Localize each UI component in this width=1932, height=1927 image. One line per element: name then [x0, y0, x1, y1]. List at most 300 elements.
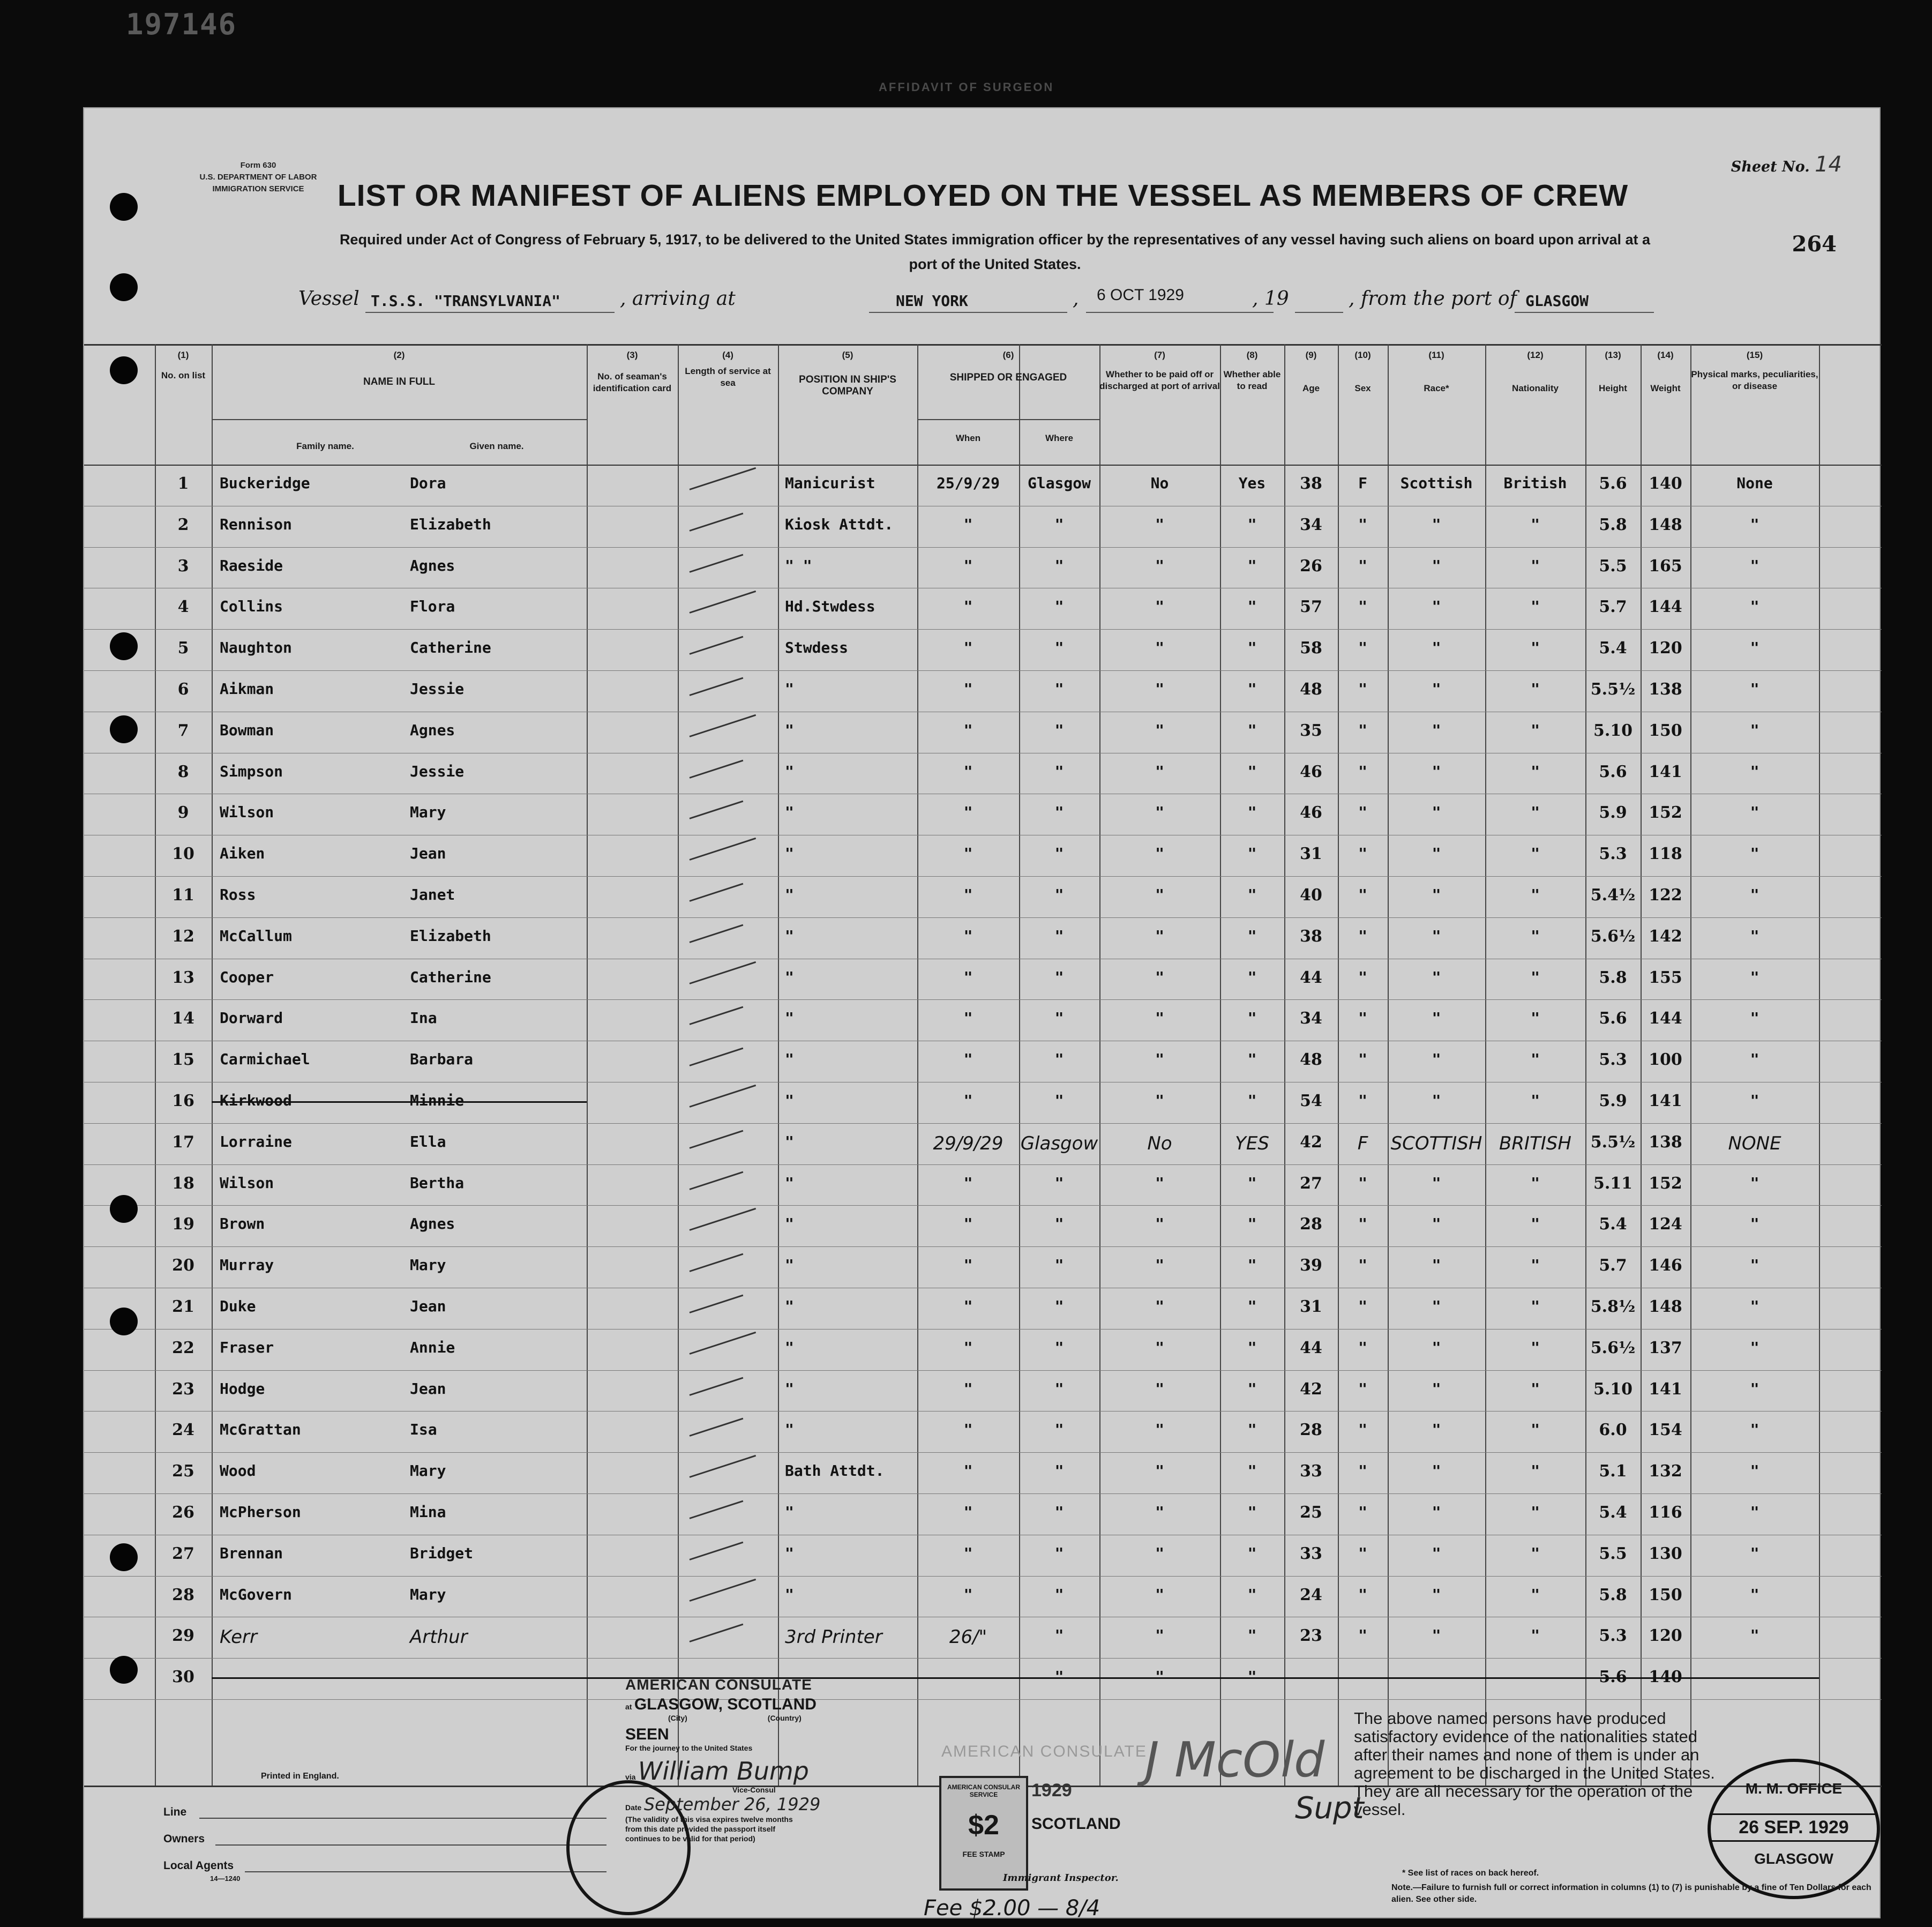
- cell-no: 11: [172, 886, 194, 905]
- cell-age: 46: [1300, 803, 1322, 823]
- cell-sex: ": [1358, 803, 1367, 821]
- consulate-header: AMERICAN CONSULATE: [625, 1676, 812, 1693]
- cell-nationality: ": [1531, 639, 1540, 657]
- cell-age: 28: [1300, 1421, 1322, 1440]
- cell-position: ": [785, 1421, 794, 1439]
- cell-when: ": [963, 1297, 973, 1315]
- cell-nationality: ": [1531, 1174, 1540, 1192]
- cell-given: Bertha: [410, 1174, 465, 1192]
- cell-weight: 148: [1649, 1297, 1682, 1316]
- cell-where: ": [1054, 639, 1064, 657]
- cell-when: ": [963, 1050, 973, 1069]
- cell-age: 27: [1300, 1174, 1322, 1193]
- cell-nationality: ": [1531, 1297, 1540, 1315]
- cell-weight: 124: [1649, 1215, 1682, 1234]
- cell-where: ": [1054, 721, 1064, 739]
- cell-when: ": [963, 1503, 973, 1521]
- cell-where: ": [1054, 1215, 1064, 1233]
- cell-marks: ": [1750, 1421, 1759, 1439]
- cell-family: Carmichael: [220, 1050, 310, 1069]
- check-mark: [690, 1418, 744, 1437]
- crew-table: [84, 344, 1882, 1786]
- cell-paid: ": [1155, 845, 1164, 863]
- check-mark: [690, 591, 757, 614]
- row-rule: [84, 547, 1882, 548]
- cell-sex: ": [1358, 762, 1367, 780]
- check-mark: [690, 1208, 757, 1231]
- form-service: IMMIGRATION SERVICE: [212, 184, 304, 193]
- cell-sex: ": [1358, 1544, 1367, 1562]
- cell-where: ": [1054, 1421, 1064, 1439]
- cell-read: ": [1247, 1462, 1257, 1480]
- cell-sex: ": [1358, 680, 1367, 698]
- cell-nationality: ": [1531, 1544, 1540, 1562]
- cell-height: 5.6: [1599, 1009, 1627, 1028]
- cell-race: ": [1432, 1174, 1441, 1192]
- cell-given: Dora: [410, 474, 446, 492]
- cell-nationality: ": [1531, 1503, 1540, 1521]
- row-rule: [84, 1658, 1882, 1659]
- cell-paid: ": [1155, 1256, 1164, 1274]
- cell-given: Agnes: [410, 721, 455, 739]
- sheet-value: 14: [1815, 152, 1842, 177]
- cell-given: Jean: [410, 1297, 446, 1315]
- cell-where: ": [1054, 597, 1064, 616]
- cell-position: ": [785, 1297, 794, 1315]
- cell-age: 46: [1300, 762, 1322, 781]
- col4-header: (4) Length of service at sea: [685, 350, 771, 388]
- cell-weight: 140: [1649, 1668, 1682, 1687]
- cell-age: 42: [1300, 1379, 1322, 1399]
- cell-sex: ": [1358, 886, 1367, 903]
- cell-position: Bath Attdt.: [785, 1462, 885, 1480]
- cell-paid: ": [1155, 1421, 1164, 1439]
- col6-header: (6) SHIPPED OR ENGAGED: [949, 350, 1067, 383]
- cell-read: ": [1247, 1174, 1257, 1192]
- cell-paid: ": [1155, 1092, 1164, 1109]
- cell-given: Mary: [410, 1585, 446, 1603]
- fee-note: Fee $2.00 — 8/4: [924, 1896, 1100, 1921]
- cell-nationality: ": [1531, 1215, 1540, 1233]
- cell-given: Agnes: [410, 1215, 455, 1233]
- row-rule: [84, 999, 1882, 1000]
- cell-paid: ": [1155, 1503, 1164, 1521]
- manifest-subtitle: Required under Act of Congress of February 5, 1917, to be delivered to the United States immigration officer by the representatives of any vessel having such aliens on board upon arrival at a port of the United States.: [339, 231, 1651, 272]
- check-mark: [690, 512, 744, 531]
- row-rule: [84, 1576, 1882, 1577]
- cell-sex: ": [1358, 1421, 1367, 1439]
- cell-height: 5.5½: [1590, 680, 1636, 699]
- cell-read: Yes: [1238, 474, 1266, 492]
- consulate-header-2: AMERICAN CONSULATE: [941, 1743, 1147, 1760]
- cell-age: 48: [1300, 680, 1322, 699]
- cell-race: SCOTTISH: [1390, 1132, 1482, 1154]
- cell-sex: ": [1358, 1009, 1367, 1027]
- cell-age: 26: [1300, 556, 1322, 576]
- cell-position: " ": [785, 556, 812, 574]
- cell-nationality: British: [1503, 474, 1567, 492]
- cell-sex: ": [1358, 1585, 1367, 1603]
- cell-given: Mary: [410, 1256, 446, 1274]
- check-mark: [690, 1332, 757, 1355]
- cell-when: ": [963, 762, 973, 780]
- cell-race: ": [1432, 845, 1441, 863]
- printed-in-england: Printed in England.: [261, 1772, 339, 1781]
- cell-position: ": [785, 1009, 794, 1027]
- cell-when: ": [963, 1421, 973, 1439]
- cell-race: ": [1432, 1215, 1441, 1233]
- cell-when: ": [963, 927, 973, 945]
- cell-position: ": [785, 1338, 794, 1356]
- cell-no: 3: [177, 556, 189, 576]
- cell-height: 5.4½: [1590, 886, 1636, 905]
- cell-nationality: ": [1531, 1009, 1540, 1027]
- cell-race: ": [1432, 927, 1441, 945]
- cell-read: ": [1247, 1297, 1257, 1315]
- cell-nationality: ": [1531, 1050, 1540, 1069]
- cell-position: Kiosk Attdt.: [785, 515, 894, 533]
- sheet-number: [1731, 152, 1842, 177]
- cell-where: ": [1054, 1626, 1064, 1645]
- cell-age: 44: [1300, 1338, 1322, 1357]
- cell-position: ": [785, 1585, 794, 1603]
- cell-marks: ": [1750, 680, 1759, 698]
- owners-label: Owners: [163, 1833, 205, 1845]
- row-rule: [84, 1370, 1882, 1371]
- nationality-statement: The above named persons have produced satisfactory evidence of the nationalities stated after their names and none of them is under an agreement to be discharged in the United States. They are all necessary for the operation of the vessel.: [1354, 1709, 1715, 1819]
- cell-where: ": [1054, 1297, 1064, 1315]
- cell-sex: ": [1358, 1626, 1367, 1645]
- cell-family: Duke: [220, 1297, 256, 1315]
- check-mark: [690, 714, 757, 737]
- check-mark: [690, 467, 757, 490]
- check-mark: [690, 636, 744, 655]
- cell-race: ": [1432, 762, 1441, 780]
- check-mark: [690, 1253, 744, 1272]
- cell-no: 15: [172, 1050, 194, 1070]
- cell-age: 31: [1300, 845, 1322, 864]
- cell-position: ": [785, 886, 794, 903]
- col5-header: (5) POSITION IN SHIP'S COMPANY: [799, 350, 896, 397]
- cell-marks: ": [1750, 515, 1759, 533]
- cell-where: Glasgow: [1027, 474, 1091, 492]
- cell-position: ": [785, 803, 794, 821]
- cell-height: 5.10: [1593, 1379, 1633, 1399]
- cell-given: Minnie: [410, 1092, 465, 1109]
- cell-paid: ": [1155, 1379, 1164, 1398]
- cell-family: Rennison: [220, 515, 292, 533]
- cell-where: ": [1054, 1585, 1064, 1603]
- cell-read: ": [1247, 1215, 1257, 1233]
- cell-family: Kerr: [220, 1626, 257, 1648]
- cell-no: 17: [172, 1132, 194, 1152]
- cell-age: 25: [1300, 1503, 1322, 1522]
- cell-marks: ": [1750, 721, 1759, 739]
- cell-race: ": [1432, 1379, 1441, 1398]
- cell-sex: F: [1357, 1132, 1368, 1154]
- cell-marks: None: [1736, 474, 1773, 492]
- seen-label: SEEN: [625, 1726, 669, 1743]
- cell-family: Wilson: [220, 803, 274, 821]
- vessel-name: T.S.S. "TRANSYLVANIA": [371, 292, 561, 310]
- cell-age: 48: [1300, 1050, 1322, 1070]
- check-mark: [690, 1624, 744, 1642]
- check-mark: [690, 1455, 757, 1478]
- cell-given: Catherine: [410, 639, 491, 657]
- cell-sex: ": [1358, 639, 1367, 657]
- cell-read: ": [1247, 927, 1257, 945]
- cell-marks: ": [1750, 762, 1759, 780]
- cell-race: ": [1432, 1338, 1441, 1356]
- cell-when: ": [963, 1092, 973, 1109]
- cell-age: 44: [1300, 968, 1322, 987]
- cell-family: Brown: [220, 1215, 265, 1233]
- cell-when: ": [963, 968, 973, 986]
- cell-sex: ": [1358, 1215, 1367, 1233]
- cell-where: ": [1054, 1379, 1064, 1398]
- local-agents-code: 14—1240: [210, 1874, 241, 1883]
- cell-family: Aiken: [220, 845, 265, 863]
- check-mark: [690, 554, 744, 572]
- cell-race: ": [1432, 968, 1441, 986]
- cell-weight: 120: [1649, 1626, 1682, 1646]
- cell-given: Ella: [410, 1132, 446, 1151]
- cell-marks: ": [1750, 1174, 1759, 1192]
- cell-race: ": [1432, 1256, 1441, 1274]
- cell-given: Mary: [410, 1462, 446, 1480]
- cell-family: Hodge: [220, 1379, 265, 1398]
- cell-read: ": [1247, 1503, 1257, 1521]
- cell-read: ": [1247, 515, 1257, 533]
- check-mark: [690, 759, 744, 778]
- cell-when: ": [963, 1462, 973, 1480]
- cell-weight: 152: [1649, 803, 1682, 823]
- cell-race: ": [1432, 639, 1441, 657]
- cell-given: Elizabeth: [410, 515, 491, 533]
- cell-no: 25: [172, 1462, 194, 1481]
- cell-given: Isa: [410, 1421, 437, 1439]
- cell-paid: ": [1155, 597, 1164, 616]
- cell-when: ": [963, 680, 973, 698]
- cell-weight: 138: [1649, 680, 1682, 699]
- cell-when: 26/": [949, 1626, 987, 1648]
- cell-family: Wilson: [220, 1174, 274, 1192]
- cell-race: ": [1432, 721, 1441, 739]
- cell-read: ": [1247, 762, 1257, 780]
- cell-no: 5: [177, 639, 189, 658]
- cell-age: 35: [1300, 721, 1322, 740]
- cell-paid: ": [1155, 556, 1164, 574]
- cell-family: Wood: [220, 1462, 256, 1480]
- cell-weight: 140: [1649, 474, 1682, 493]
- cell-race: ": [1432, 597, 1441, 616]
- cell-position: 3rd Printer: [785, 1626, 882, 1648]
- cell-nationality: ": [1531, 721, 1540, 739]
- cell-marks: ": [1750, 1297, 1759, 1315]
- cell-family: Ross: [220, 886, 256, 903]
- cell-marks: ": [1750, 1585, 1759, 1603]
- cell-nationality: ": [1531, 597, 1540, 616]
- cell-sex: ": [1358, 597, 1367, 616]
- vessel-label: Vessel: [298, 288, 360, 310]
- cell-given: Barbara: [410, 1050, 474, 1069]
- cell-nationality: BRITISH: [1499, 1132, 1571, 1154]
- cell-family: Naughton: [220, 639, 292, 657]
- cell-age: 28: [1300, 1215, 1322, 1234]
- cell-read: ": [1247, 1256, 1257, 1274]
- cell-paid: ": [1155, 1009, 1164, 1027]
- cell-paid: ": [1155, 680, 1164, 698]
- cell-given: Ina: [410, 1009, 437, 1027]
- cell-marks: ": [1750, 1379, 1759, 1398]
- row-rule: [84, 917, 1882, 918]
- cell-sex: ": [1358, 1256, 1367, 1274]
- row-rule: [84, 670, 1882, 671]
- cell-race: ": [1432, 556, 1441, 574]
- cell-age: 57: [1300, 597, 1322, 617]
- cell-height: 5.8: [1599, 1585, 1627, 1604]
- cell-position: ": [785, 721, 794, 739]
- cell-given: Janet: [410, 886, 455, 903]
- cell-nationality: ": [1531, 1256, 1540, 1274]
- cell-position: ": [785, 1503, 794, 1521]
- cell-height: 5.5: [1599, 556, 1627, 576]
- cell-given: Agnes: [410, 556, 455, 574]
- cell-read: ": [1247, 1626, 1257, 1645]
- cell-marks: ": [1750, 1626, 1759, 1645]
- cell-family: Brennan: [220, 1544, 283, 1562]
- cell-nationality: ": [1531, 1626, 1540, 1645]
- from-port-label: , from the port of: [1349, 288, 1517, 310]
- cell-paid: ": [1155, 886, 1164, 903]
- cell-nationality: ": [1531, 803, 1540, 821]
- cell-position: Manicurist: [785, 474, 875, 492]
- immigrant-inspector-label: Immigrant Inspector.: [1003, 1872, 1119, 1884]
- cell-read: ": [1247, 680, 1257, 698]
- cell-where: ": [1054, 1668, 1064, 1686]
- cell-marks: ": [1750, 886, 1759, 903]
- cell-weight: 118: [1649, 845, 1682, 864]
- cell-family: Dorward: [220, 1009, 283, 1027]
- cell-family: Buckeridge: [220, 474, 310, 492]
- cell-race: ": [1432, 1421, 1441, 1439]
- cell-position: ": [785, 927, 794, 945]
- cell-height: 5.8: [1599, 515, 1627, 534]
- cell-sex: ": [1358, 1050, 1367, 1069]
- cell-when: ": [963, 1215, 973, 1233]
- cell-nationality: ": [1531, 1585, 1540, 1603]
- row-rule: [84, 1452, 1882, 1453]
- row-rule: [84, 1164, 1882, 1165]
- cell-nationality: ": [1531, 927, 1540, 945]
- cell-height: 5.3: [1599, 1626, 1627, 1646]
- cell-family: Fraser: [220, 1338, 274, 1356]
- cell-paid: ": [1155, 762, 1164, 780]
- check-mark: [690, 1006, 744, 1025]
- cell-read: ": [1247, 1379, 1257, 1398]
- cell-race: ": [1432, 680, 1441, 698]
- col11-header: (11) Race*: [1424, 350, 1449, 393]
- cell-paid: ": [1155, 639, 1164, 657]
- cell-height: 5.4: [1599, 1215, 1627, 1234]
- cell-nationality: ": [1531, 1338, 1540, 1356]
- check-mark: [690, 1578, 757, 1601]
- cell-given: Mina: [410, 1503, 446, 1521]
- cell-paid: ": [1155, 1174, 1164, 1192]
- cell-height: 5.8½: [1590, 1297, 1636, 1316]
- cell-weight: 148: [1649, 515, 1682, 534]
- cell-read: ": [1247, 556, 1257, 574]
- when-header: When: [955, 433, 981, 443]
- cell-when: ": [963, 515, 973, 533]
- cell-position: ": [785, 1256, 794, 1274]
- cell-height: 5.5: [1599, 1544, 1627, 1563]
- check-mark: [690, 961, 757, 984]
- cell-given: Jessie: [410, 680, 465, 698]
- cell-marks: NONE: [1728, 1132, 1781, 1154]
- cell-sex: ": [1358, 927, 1367, 945]
- page-number: 264: [1792, 231, 1837, 257]
- local-agents-label: Local Agents: [163, 1859, 234, 1872]
- cell-when: ": [963, 597, 973, 616]
- check-mark: [690, 883, 744, 902]
- cell-race: ": [1432, 1050, 1441, 1069]
- cell-paid: ": [1155, 515, 1164, 533]
- cell-given: Jean: [410, 845, 446, 863]
- cell-family: Kirkwood: [220, 1092, 292, 1109]
- cell-height: 5.4: [1599, 1503, 1627, 1522]
- cell-race: ": [1432, 1462, 1441, 1480]
- check-mark: [690, 1541, 744, 1560]
- cell-family: McCallum: [220, 927, 292, 945]
- cell-paid: ": [1155, 1215, 1164, 1233]
- cell-when: ": [963, 1379, 973, 1398]
- cell-read: ": [1247, 1668, 1257, 1686]
- cell-when: ": [963, 1338, 973, 1356]
- cell-race: ": [1432, 1585, 1441, 1603]
- cell-when: 29/9/29: [933, 1132, 1004, 1154]
- cell-no: 22: [172, 1338, 194, 1357]
- cell-read: ": [1247, 886, 1257, 903]
- cell-read: ": [1247, 845, 1257, 863]
- row-rule: [84, 1123, 1882, 1124]
- cell-when: ": [963, 556, 973, 574]
- check-mark: [690, 801, 744, 819]
- vessel-line: Vessel T.S.S. "TRANSYLVANIA" , arriving at NEW YORK , 6 OCT 1929 , 19 , from the port of GLASGOW: [298, 292, 1654, 313]
- col14-header: (14) Weight: [1650, 350, 1681, 393]
- cell-height: 5.3: [1599, 1050, 1627, 1070]
- from-port: GLASGOW: [1525, 292, 1589, 310]
- where-header: Where: [1045, 433, 1073, 443]
- cell-no: 9: [177, 803, 189, 823]
- penalty-note: Note.—Failure to furnish full or correct information in columns (1) to (7) is punishable by a fine of Ten Dollars for each alien. See other side.: [1391, 1883, 1871, 1904]
- mm-office-date: 26 SEP. 1929: [1711, 1813, 1877, 1842]
- cell-race: ": [1432, 1544, 1441, 1562]
- cell-paid: ": [1155, 1297, 1164, 1315]
- cell-nationality: ": [1531, 762, 1540, 780]
- cell-weight: 142: [1649, 927, 1682, 946]
- cell-paid: ": [1155, 721, 1164, 739]
- cell-weight: 146: [1649, 1256, 1682, 1275]
- form-number: Form 630: [240, 161, 276, 170]
- cell-weight: 144: [1649, 597, 1682, 617]
- cell-when: ": [963, 886, 973, 903]
- cell-no: 6: [177, 680, 189, 699]
- cell-paid: ": [1155, 1544, 1164, 1562]
- cell-where: ": [1054, 515, 1064, 533]
- cell-where: ": [1054, 1338, 1064, 1356]
- cell-where: ": [1054, 845, 1064, 863]
